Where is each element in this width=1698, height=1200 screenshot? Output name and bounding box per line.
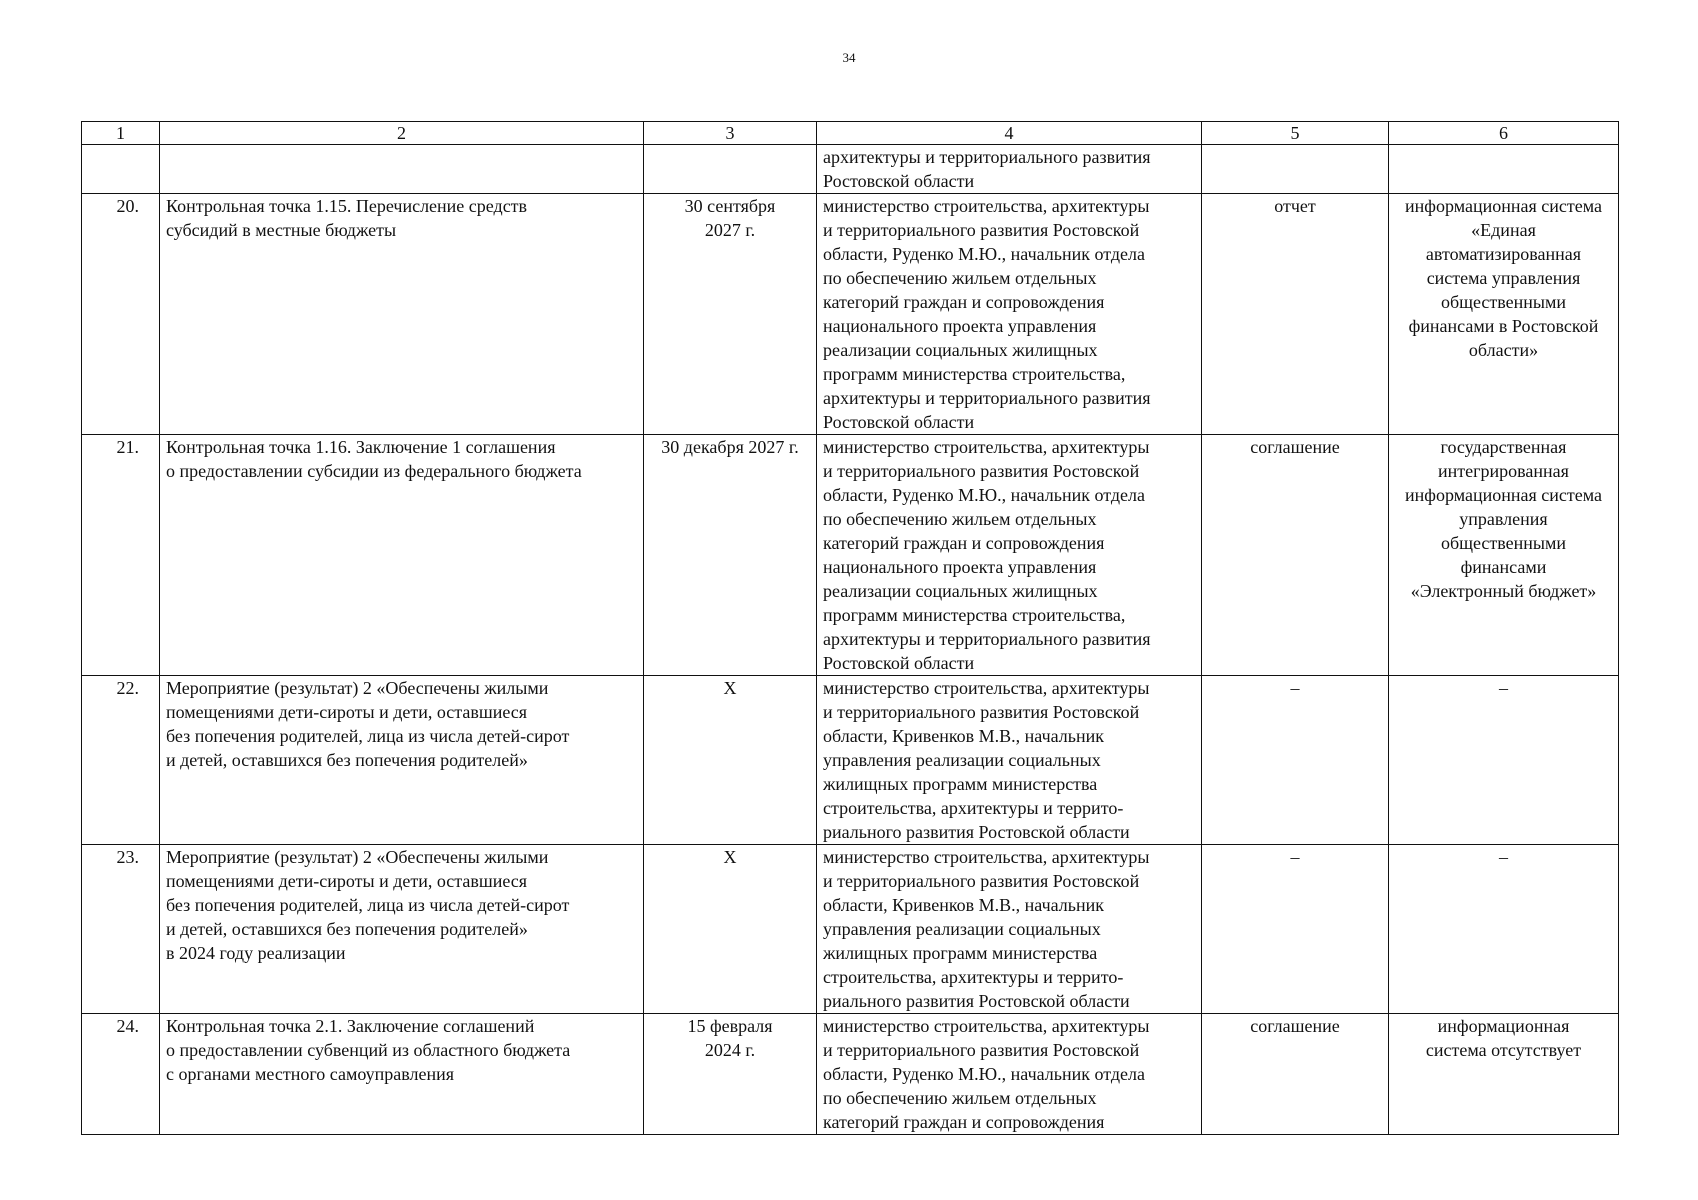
responsible-cell (817, 145, 1202, 194)
document-type: – (1290, 847, 1300, 867)
event-name: Контрольная точка 1.15. Перечисление средств субсидий в местные бюджеты (166, 196, 528, 240)
document-type: отчет (1274, 196, 1316, 216)
row-number-cell (82, 676, 160, 845)
responsible-cell (817, 676, 1202, 845)
event-name: Мероприятие (результат) 2 «Обеспечены жилыми помещениями дети-сироты и дети, оставшиеся без попечения родителей, лица из числа детей-сирот и детей, оставшихся без попечения родителей» в 2024 году реализации (166, 847, 570, 963)
event-name: Контрольная точка 2.1. Заключение соглашений о предоставлении субвенций из областного бюджета с органами местного самоуправления (166, 1016, 571, 1084)
responsible: министерство строительства, архитектуры и территориального развития Ростовской области, Руденко М.Ю., начальник отдела по обеспечению жильем отдельных категорий граждан и сопровождения национального проекта управления реализации социальных жилищных программ министерства строительства, архитектуры и территориального развития Ростовской области (823, 196, 1151, 432)
control-points-table (81, 121, 1619, 1135)
event-name-cell (160, 845, 644, 1014)
deadline: 30 сентября 2027 г. (684, 196, 776, 240)
header-row (82, 122, 1619, 145)
deadline: 15 февраля 2024 г. (687, 1016, 773, 1060)
document-type-cell (1202, 194, 1389, 435)
row-number: 21. (116, 437, 139, 457)
document-type: соглашение (1250, 437, 1340, 457)
table-row (82, 194, 1619, 435)
responsible: министерство строительства, архитектуры и территориального развития Ростовской области, Кривенков М.В., начальник управления реализации социальных жилищных программ министерства строительства, архитектуры и террито- риального развития Ростовской области (823, 847, 1150, 1011)
responsible-cell (817, 194, 1202, 435)
deadline-cell (644, 1014, 817, 1135)
table-row (82, 845, 1619, 1014)
row-number: 22. (116, 678, 139, 698)
deadline-cell (644, 435, 817, 676)
table-row (82, 435, 1619, 676)
event-name: Контрольная точка 1.16. Заключение 1 соглашения о предоставлении субсидии из федерального бюджета (166, 437, 582, 481)
event-name-cell (160, 435, 644, 676)
column-header-5: 5 (1202, 122, 1389, 145)
row-number-cell (82, 194, 160, 435)
responsible-cell (817, 435, 1202, 676)
row-number-cell (82, 145, 160, 194)
info-system: – (1499, 678, 1508, 698)
deadline: X (723, 678, 737, 698)
info-system-cell (1389, 435, 1619, 676)
table-row (82, 145, 1619, 194)
event-name-cell (160, 194, 644, 435)
column-header-6: 6 (1389, 122, 1619, 145)
deadline: X (723, 847, 737, 867)
info-system-cell (1389, 845, 1619, 1014)
responsible-cell (817, 1014, 1202, 1135)
row-number: 20. (116, 196, 139, 216)
responsible: министерство строительства, архитектуры и территориального развития Ростовской области, Руденко М.Ю., начальник отдела по обеспечению жильем отдельных категорий граждан и сопровождения национального проекта управления реализации социальных жилищных программ министерства строительства, архитектуры и территориального развития Ростовской области (823, 437, 1151, 673)
info-system: государственная интегрированная информационная система управления общественными финансами «Электронный бюджет» (1405, 437, 1602, 601)
event-name-cell (160, 1014, 644, 1135)
info-system: информационная система «Единая автоматизированная система управления общественными финансами в Ростовской области» (1405, 196, 1602, 360)
deadline-cell (644, 676, 817, 845)
row-number-cell (82, 845, 160, 1014)
responsible: архитектуры и территориального развития Ростовской области (823, 147, 1151, 191)
info-system-cell (1389, 145, 1619, 194)
document-type-cell (1202, 145, 1389, 194)
row-number-cell (82, 435, 160, 676)
info-system: информационная система отсутствует (1425, 1016, 1582, 1060)
info-system-cell (1389, 194, 1619, 435)
column-header-2: 2 (160, 122, 644, 145)
row-number: 23. (116, 847, 139, 867)
info-system: – (1499, 847, 1508, 867)
deadline-cell (644, 845, 817, 1014)
deadline: 30 декабря 2027 г. (661, 437, 799, 457)
event-name-cell (160, 145, 644, 194)
document-type-cell (1202, 1014, 1389, 1135)
column-header-4: 4 (817, 122, 1202, 145)
info-system-cell (1389, 1014, 1619, 1135)
page-number: 34 (842, 50, 856, 65)
document-type: – (1290, 678, 1300, 698)
responsible-cell (817, 845, 1202, 1014)
document-type-cell (1202, 676, 1389, 845)
deadline-cell (644, 145, 817, 194)
row-number: 24. (116, 1016, 139, 1036)
table-row (82, 1014, 1619, 1135)
document-type: соглашение (1250, 1016, 1340, 1036)
event-name: Мероприятие (результат) 2 «Обеспечены жилыми помещениями дети-сироты и дети, оставшиеся без попечения родителей, лица из числа детей-сирот и детей, оставшихся без попечения родителей» (166, 678, 570, 770)
row-number-cell (82, 1014, 160, 1135)
info-system-cell (1389, 676, 1619, 845)
deadline-cell (644, 194, 817, 435)
responsible: министерство строительства, архитектуры и территориального развития Ростовской области, Кривенков М.В., начальник управления реализации социальных жилищных программ министерства строительства, архитектуры и террито- риального развития Ростовской области (823, 678, 1150, 842)
document-type-cell (1202, 435, 1389, 676)
table-row (82, 676, 1619, 845)
document-type-cell (1202, 845, 1389, 1014)
responsible: министерство строительства, архитектуры и территориального развития Ростовской области, Руденко М.Ю., начальник отдела по обеспечению жильем отдельных категорий граждан и сопровождения (823, 1016, 1150, 1132)
event-name-cell (160, 676, 644, 845)
column-header-1: 1 (82, 122, 160, 145)
column-header-3: 3 (644, 122, 817, 145)
